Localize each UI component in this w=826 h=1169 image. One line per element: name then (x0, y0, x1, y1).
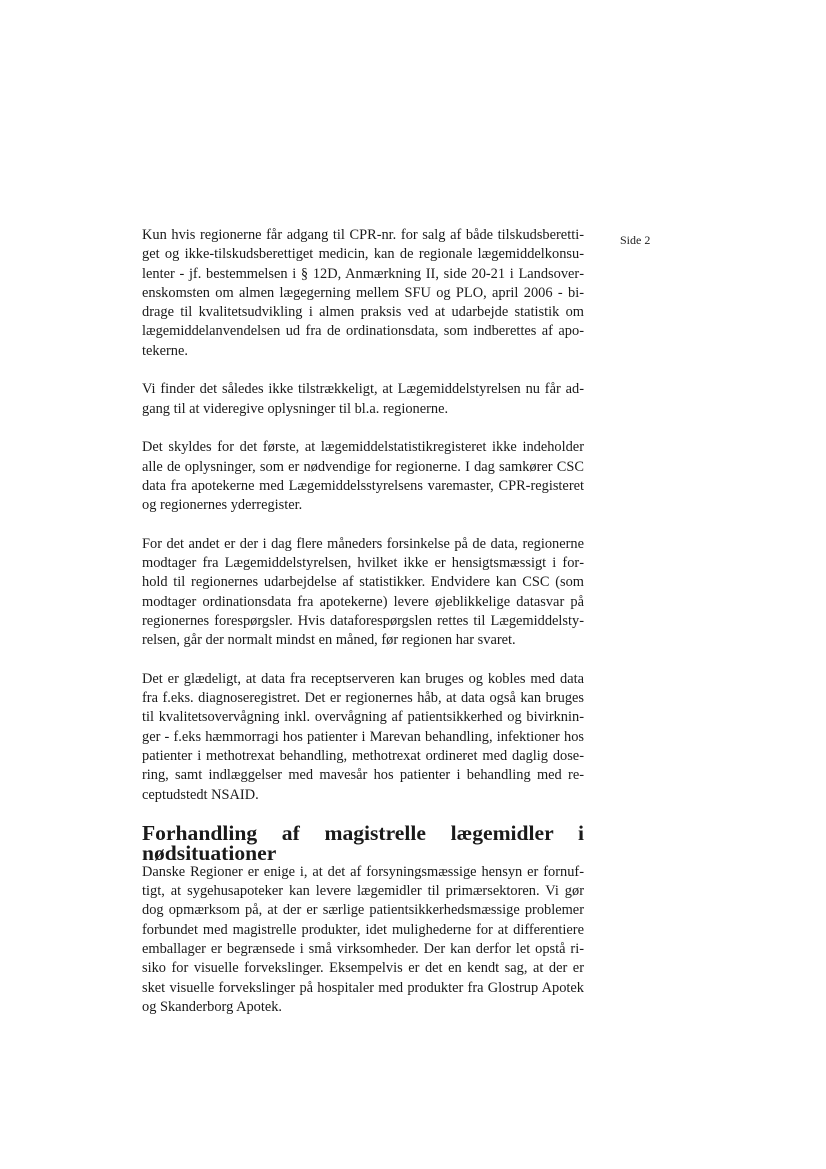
paragraph-insufficient: Vi finder det således ikke tilstrækkeligt, at Lægemiddelstyrelsen nu får adgang til at videregive oplysninger til bl.a. regionerne. (142, 381, 584, 417)
page-number: Side 2 (620, 233, 651, 247)
paragraph-first-reason: Det skyldes for det første, at lægemiddelstatistikregisteret ikke indeholder alle de oplysninger, som er nødvendige for regionerne. I dag samkører CSC data fra apotekerne med Lægemiddelsstyrelsens varemaster, CPR-registeret og regionernes yderregister. (142, 439, 584, 514)
section-heading: Forhandling af magistrelle lægemidler i nødsituationer (142, 821, 584, 865)
letter-body (142, 226, 584, 1017)
paragraph-receptserver: Det er glædeligt, at data fra receptserveren kan bruges og kobles med data fra f.eks. diagnoseregistret. Det er regionernes håb, at data også kan bruges til kvalitetsovervågning inkl. overvågning af patientsikkerhed og bivirkninger - f.eks hæmmorragi hos patienter i Marevan behandling, infektioner hos patienter i methotrexat behandling, methotrexat ordineret med daglig dosering, samt indlæggelser med mavesår hos patienter i behandling med receptudstedt NSAID. (142, 670, 584, 803)
paragraph-second-reason: For det andet er der i dag flere måneders forsinkelse på de data, regionerne modtager fra Lægemiddelstyrelsen, hvilket ikke er hensigtsmæssigt i forhold til regionernes udarbejdelse af statistikker. Endvidere kan CSC (som modtager ordinationsdata fra apotekerne) levere øjeblikkelige datasvar på regionernes forespørgsler. Hvis dataforespørgslen rettes til Lægemiddelstyrelsen, går der normalt mindst en måned, før regionen har svaret. (142, 535, 584, 649)
section-paragraph: Danske Regioner er enige i, at det af forsyningsmæssige hensyn er fornuftigt, at sygehusapoteker kan levere lægemidler til primærsektoren. Vi gør dog opmærksom på, at der er særlige patientsikkerhedsmæssige problemer forbundet med magistrelle produkter, idet mulighederne for at differentiere emballager er begrænsede i små virksomheder. Der kan derfor let opstå risiko for visuelle forvekslinger. Eksempelvis er det en kendt sag, at der er sket visuelle forvekslinger på hospitaler med produkter fra Glostrup Apotek og Skanderborg Apotek. (142, 863, 584, 1015)
paragraph-cpr-access: Kun hvis regionerne får adgang til CPR-nr. for salg af både tilskudsberettiget og ikke-tilskudsberettiget medicin, kan de regionale lægemiddelkonsulenter - jf. bestemmelsen i § 12D, Anmærkning II, side 20-21 i Landsoverenskomsten om almen lægegerning mellem SFU og PLO, april 2006 - bidrage til kvalitetsudvikling i almen praksis ved at udarbejde statistik om lægemiddelanvendelsen ud fra de ordinationsdata, som indberettes af apotekerne. (142, 227, 584, 359)
